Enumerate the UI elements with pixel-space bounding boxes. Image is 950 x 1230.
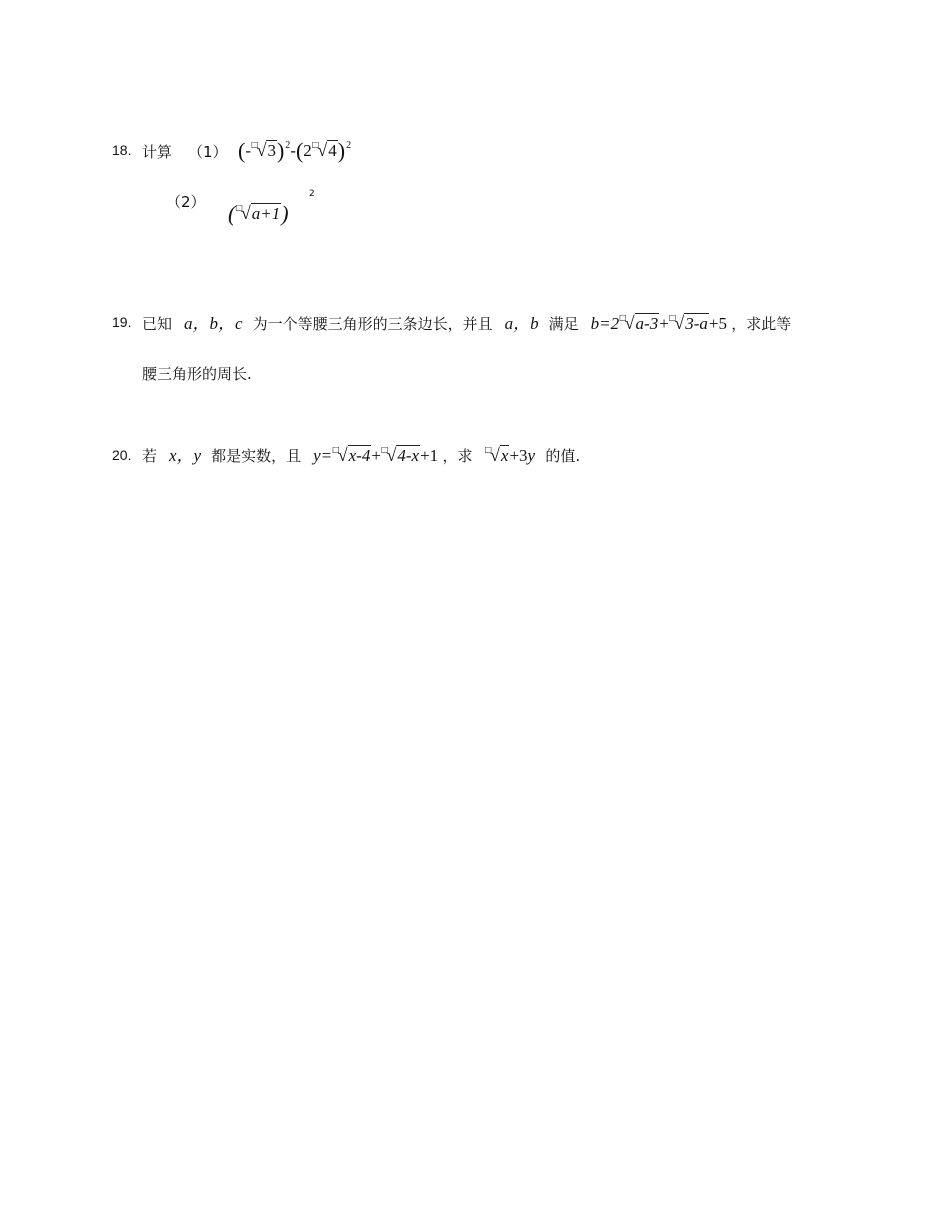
question-19-equation: b=2□√a-3+□√3-a+5 — [590, 313, 728, 333]
question-18-number: 18. — [112, 142, 132, 158]
question-18-expression-1: $(-^□√3)^2-(2^□√4)^2$ — [238, 138, 352, 163]
question-20-equation: y=□√x-4+□√4-x+1 — [313, 445, 439, 465]
question-20-target-expression: □√x+3y — [484, 445, 536, 465]
question-18-expression-2: (□√a+1) — [228, 201, 289, 226]
question-18-part1-label: （1） — [188, 143, 228, 161]
question-20-line: 若 x，y 都是实数，且 y=□√x-4+□√4-x+1 ，求 □√x+3y 的值. — [142, 445, 581, 465]
question-18-lead: 计算 — [142, 143, 173, 161]
question-19-number: 19. — [112, 314, 132, 330]
question-18-expression-2-exponent: 2 — [309, 189, 315, 199]
question-19-line-1: 已知 a，b，c 为一个等腰三角形的三条边长，并且 a，b 满足 b=2□√a-3+□√3-a+5 ，求此等 — [142, 313, 792, 333]
question-20-number: 20. — [112, 447, 132, 463]
question-18-part2-label: （2） — [166, 193, 206, 211]
question-19-line-2: 腰三角形的周长. — [142, 365, 252, 383]
